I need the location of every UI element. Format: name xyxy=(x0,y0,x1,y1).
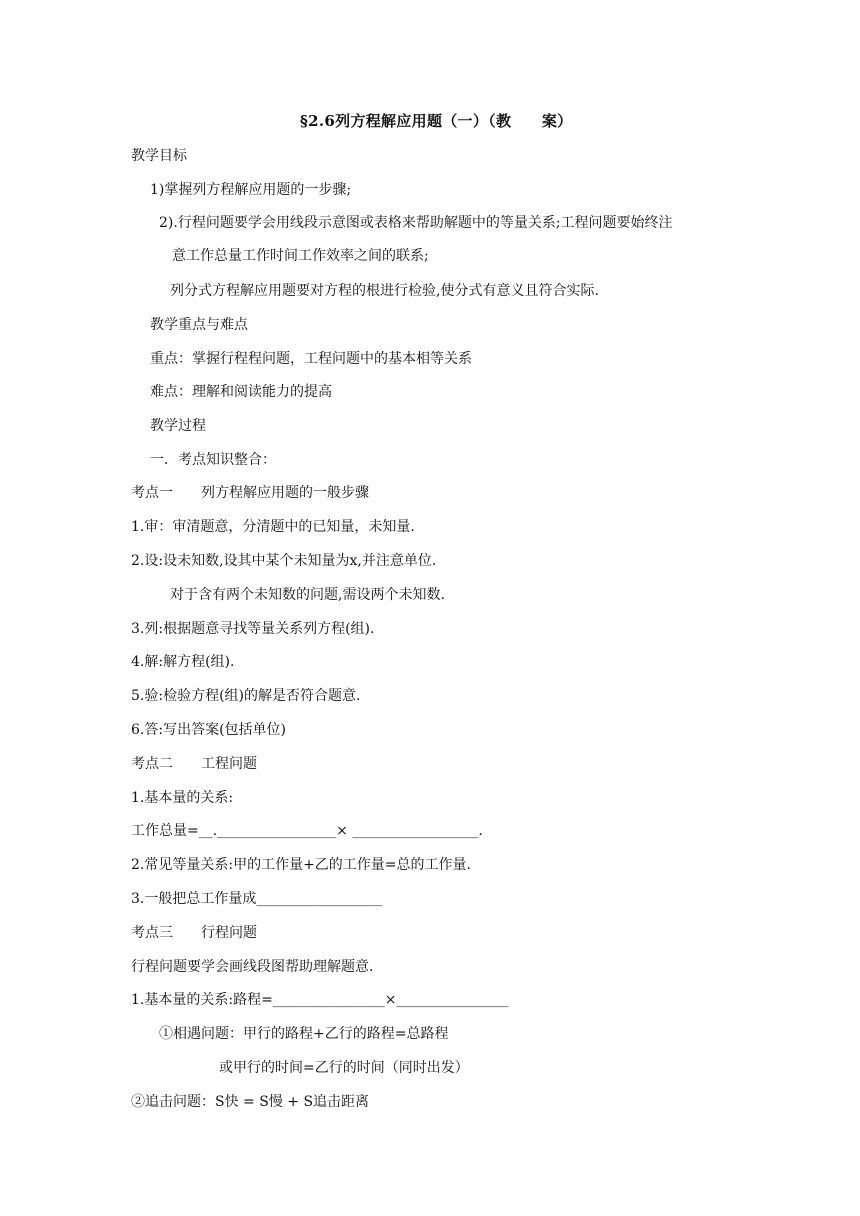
work-basic-relation: 1.基本量的关系: xyxy=(131,790,234,806)
step-answer: 6.答:写出答案(包括单位) xyxy=(131,722,286,738)
step-check: 5.验:检验方程(组)的解是否符合题意. xyxy=(131,688,361,704)
step-solve: 4.解:解方程(组). xyxy=(131,654,235,670)
goal-2-continued: 意工作总量工作时间工作效率之间的联系; xyxy=(172,248,429,264)
process-step-1: 一．考点知识整合： xyxy=(150,452,276,468)
key-point: 重点：掌握行程程问题，工程问题中的基本相等关系 xyxy=(150,351,472,367)
section-teaching-goals: 教学目标 xyxy=(131,148,187,164)
step-set-note: 对于含有两个未知数的问题,需设两个未知数. xyxy=(170,587,445,603)
travel-formula-blank: 1.基本量的关系:路程=________________×________________ xyxy=(131,992,509,1008)
topic-2-heading: 考点二 工程问题 xyxy=(131,756,257,772)
topic-3-heading: 考点三 行程问题 xyxy=(131,925,257,941)
topic-1-heading: 考点一 列方程解应用题的一般步骤 xyxy=(131,485,369,501)
goal-3: 列分式方程解应用题要对方程的根进行检验,使分式有意义且符合实际. xyxy=(170,283,599,299)
work-equivalence: 2.常见等量关系:甲的工作量+乙的工作量=总的工作量. xyxy=(131,857,471,873)
meeting-problem: ①相遇问题：甲行的路程+乙行的路程=总路程 xyxy=(159,1026,449,1042)
section-teaching-process: 教学过程 xyxy=(150,418,206,434)
goal-2: 2).行程问题要学会用线段示意图或表格来帮助解题中的等量关系;工程问题要始终注 xyxy=(159,215,673,231)
difficult-point: 难点：理解和阅读能力的提高 xyxy=(150,384,332,400)
step-review: 1.审：审清题意，分清题中的已知量，未知量. xyxy=(131,519,415,535)
meeting-time-note: 或甲行的时间=乙行的时间（同时出发） xyxy=(219,1060,469,1076)
document-title: §2.6列方程解应用题（一）（教 案） xyxy=(300,112,573,130)
goal-1: 1)掌握列方程解应用题的一步骤; xyxy=(150,182,352,198)
travel-intro: 行程问题要学会画线段图帮助理解题意. xyxy=(131,959,374,975)
work-total-blank: 3.一般把总工作量成__________________ xyxy=(131,891,383,907)
chase-problem: ②追击问题：S快 = S慢 + S追击距离 xyxy=(131,1094,370,1110)
work-formula-blank: 工作总量=__._________________× __________________. xyxy=(131,823,483,839)
step-set: 2.设:设未知数,设其中某个未知量为x,并注意单位. xyxy=(131,553,437,569)
section-key-points: 教学重点与难点 xyxy=(150,317,248,333)
step-list: 3.列:根据题意寻找等量关系列方程(组). xyxy=(131,621,375,637)
